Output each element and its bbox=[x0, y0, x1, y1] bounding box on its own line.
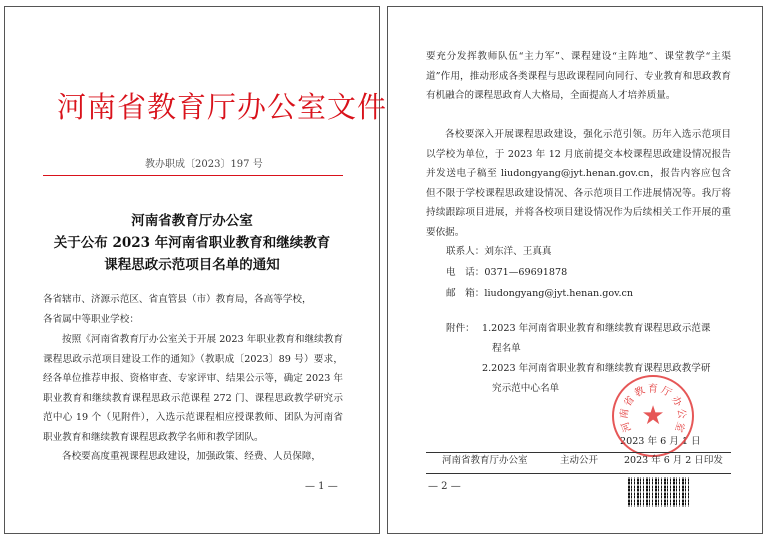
seal-character: 南 bbox=[619, 408, 632, 420]
footer-rule-bottom bbox=[426, 473, 731, 474]
addressee-line-1: 各省辖市、济源示范区、省直管县（市）教育局，各高等学校， bbox=[43, 294, 312, 305]
notice-title-line-2: 关于公布 2023 年河南省职业教育和继续教育 bbox=[53, 235, 331, 251]
red-header-title: 河南省教育厅办公室文件 bbox=[57, 90, 388, 124]
page-number: — 2 — bbox=[428, 481, 461, 492]
seal-character: 育 bbox=[648, 384, 658, 395]
phone-label: 电 话： bbox=[446, 267, 485, 278]
attachment-label: 附件： bbox=[446, 323, 475, 334]
email-value: liudongyang@jyt.henan.gov.cn bbox=[484, 288, 634, 299]
notice-title-line-1: 河南省教育厅办公室 bbox=[131, 213, 253, 229]
phone-value: 0371—69691878 bbox=[484, 267, 568, 278]
seal-character: 厅 bbox=[658, 385, 673, 400]
barcode-overlay bbox=[628, 477, 690, 507]
contact-email bbox=[446, 284, 633, 304]
red-divider-line bbox=[43, 175, 343, 176]
notice-title-line-3: 课程思政示范项目名单的通知 bbox=[104, 257, 280, 273]
body-paragraph-1: 按照《河南省教育厅办公室关于开展 2023 年职业教育和继续教育课程思政示范项目建设工作的通知》（教职成〔2023〕89 号）要求，经各单位推荐申报、资格审查、专家评审、结果公示等，确定 2023 年职业教育和继续教育课程思政示范课程 272 门、课程思政教学研究示范中心 19 个（见附件），入选示范课程相应授课教师、团队为河南省职业教育和继续教育课程思政教学名师和教学团队。 bbox=[43, 334, 343, 443]
body-paragraph-3: 各校要深入开展课程思政建设，强化示范引领。历年入选示范项目以学校为单位，于 2023 年 12 月底前提交本校课程思政建设情况报告并发送电子稿至 liudongyang@jyt.henan.gov.cn，报告内容应包含但不限于学校课程思政建设情况、各示范项目工作进展情况等。我厅将持续跟踪项目进展，并将各校项目建设情况作为后续相关工作开展的重要依据。 bbox=[426, 129, 731, 238]
seal-character: 省 bbox=[622, 394, 638, 409]
body-paragraph-2: 各校要高度重视课程思政建设，加强政策、经费、人员保障， bbox=[62, 451, 322, 462]
body-paragraph-continued: 要充分发挥教师队伍“主力军”、课程建设“主阵地”、课堂教学“主渠道”作用，推动形成各类课程与思政课程同向同行、专业教育和思政教育有机融合的课程思政育人大格局，全面提高人才培养质量。 bbox=[426, 51, 731, 101]
contact-person bbox=[446, 242, 552, 262]
footer-publicity: 主动公开 bbox=[560, 455, 599, 466]
footer-issuing-org: 河南省教育厅办公室 bbox=[442, 455, 528, 466]
addressee-line-2: 各省属中等职业学校： bbox=[43, 314, 139, 325]
page-number: — 1 — bbox=[305, 481, 338, 492]
attachment-1-line-2: 程名单 bbox=[492, 343, 521, 354]
contact-value: 刘东洋、王真真 bbox=[484, 246, 552, 257]
attachment-2-line-2: 究示范中心名单 bbox=[492, 383, 560, 394]
footer-print-date: 2023 年 6 月 2 日印发 bbox=[624, 455, 723, 466]
document-number: 教办职成〔2023〕197 号 bbox=[145, 159, 263, 170]
attachment-2-line-1: 2.2023 年河南省职业教育和继续教育课程思政教学研 bbox=[482, 363, 711, 374]
email-label: 邮 箱： bbox=[446, 288, 485, 299]
seal-character: 公 bbox=[674, 408, 687, 420]
document-page-2 bbox=[387, 6, 763, 534]
contact-label: 联系人： bbox=[446, 246, 485, 257]
seal-character: 河 bbox=[619, 420, 634, 434]
seal-star-icon: ★ bbox=[641, 401, 665, 431]
seal-character: 教 bbox=[633, 385, 648, 400]
seal-character: 室 bbox=[672, 420, 687, 434]
contact-phone bbox=[446, 263, 567, 283]
signing-date: 2023 年 6 月 1 日 bbox=[620, 436, 701, 447]
seal-text bbox=[612, 375, 694, 457]
seal-character: 办 bbox=[668, 394, 684, 409]
attachment-1-line-1: 1.2023 年河南省职业教育和继续教育课程思政示范课 bbox=[482, 323, 711, 334]
document-page-1 bbox=[4, 6, 388, 534]
